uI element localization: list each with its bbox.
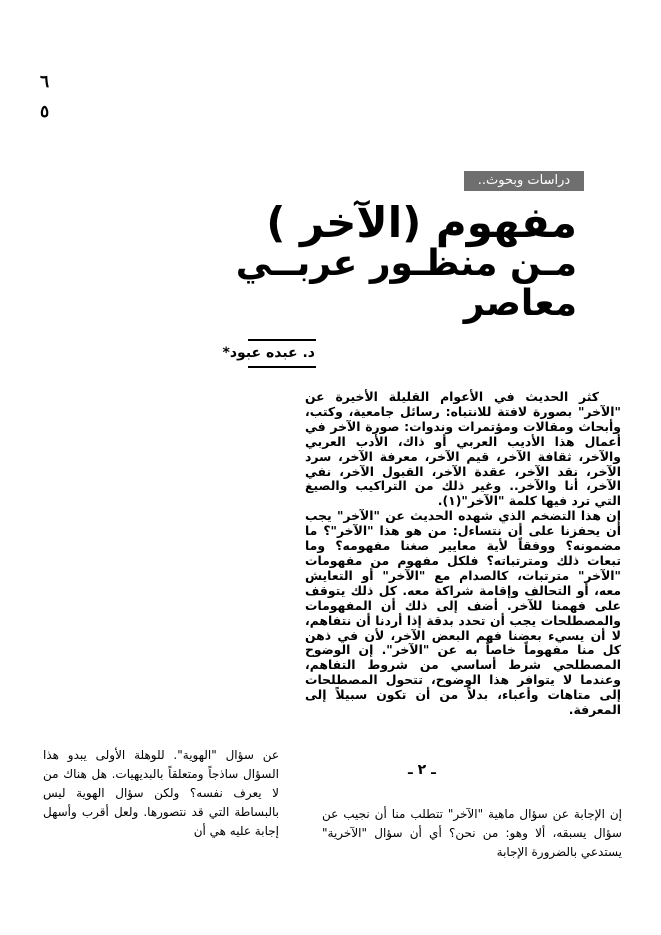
right-column-paragraph: إن الإجابة عن سؤال ماهية "الآخر" تتطلب منا أن نجيب عن سؤال يسبقه، ألا وهو: من نحن؟ أي أن سؤال "الآخرية" يستدعي بالضرورة الإجابة xyxy=(322,807,622,859)
left-column-text xyxy=(43,746,279,841)
page-number-5: ٥ xyxy=(40,102,50,122)
section-label: دراسات وبحوث.. xyxy=(464,171,584,191)
article-subtitle-line2: معاصر xyxy=(463,283,577,324)
right-column-text xyxy=(322,805,622,862)
article-subtitle-line1: مـن منظـور عربــي xyxy=(235,243,577,284)
page-marker: ـ ٢ ـ xyxy=(408,762,436,778)
author-rule-top xyxy=(248,339,316,341)
page-number-6: ٦ xyxy=(40,72,50,92)
author-rule-bottom xyxy=(248,366,316,368)
body-paragraph-1: كثر الحديث في الأعوام القليلة الأخيرة عن "الآخر" بصورة لافتة للانتباه: رسائل جامعية، وكتب، وأبحاث ومقالات ومؤتمرات وندوات: صورة الآخر في أعمال هذا الأديب العربي أو ذاك، الأدب العربي والآخر، ثقافة الآخر، قيم الآخر، معرفة الآخر، سرد الآخر، نقد الآخر، عقدة الآخر، القبول الآخر، نفي الآخر، أنا والآخر.. وغير ذلك من التراكيب والصيغ التي ترد فيها كلمة "الآخر"(١). xyxy=(305,389,621,509)
author-name: د. عبده عبود* xyxy=(222,345,315,361)
body-text xyxy=(305,390,621,718)
body-paragraph-2: إن هذا التضخم الذي شهده الحديث عن "الآخر" يجب أن يحفزنا على أن نتساءل: من هو هذا "الآخر"؟ ما مضمونه؟ ووفقاً لأية معايير صغنا مفهومه؟ وما تبعات ذلك ومترتباته؟ فلكل مفهوم من مفهومات "الآخر" مترتبات، كالصدام مع "الآخر" أو التعايش معه، أو التحالف وإقامة شراكة معه. كل ذلك يتوقف على فهمنا للآخر. أضف إلى ذلك أن المفهومات والمصطلحات يجب أن تحدد بدقة إذا أردنا أن نتفاهم، لا أن يسيء بعضنا فهم البعض الآخر، لأن في ذهن كل منا مفهوماً خاصاً به عن "الآخر". إن الوضوح المصطلحي شرط أساسي من شروط التفاهم، وعندما لا يتوافر هذا الوضوح، تتحول المصطلحات إلى متاهات وأعباء، بدلاً من أن تكون سبيلاً إلى المعرفة. xyxy=(305,508,621,718)
left-column-paragraph: عن سؤال "الهوية". للوهلة الأولى يبدو هذا السؤال ساذجاً ومتعلقاً بالبديهيات. هل هناك من لا يعرف نفسه؟ ولكن سؤال الهوية ليس بالبساطة التي قد نتصورها. ولعل أقرب وأسهل إجابة عليه هي أن xyxy=(43,748,279,838)
article-title: مفهوم (الآخر ) xyxy=(266,198,577,247)
